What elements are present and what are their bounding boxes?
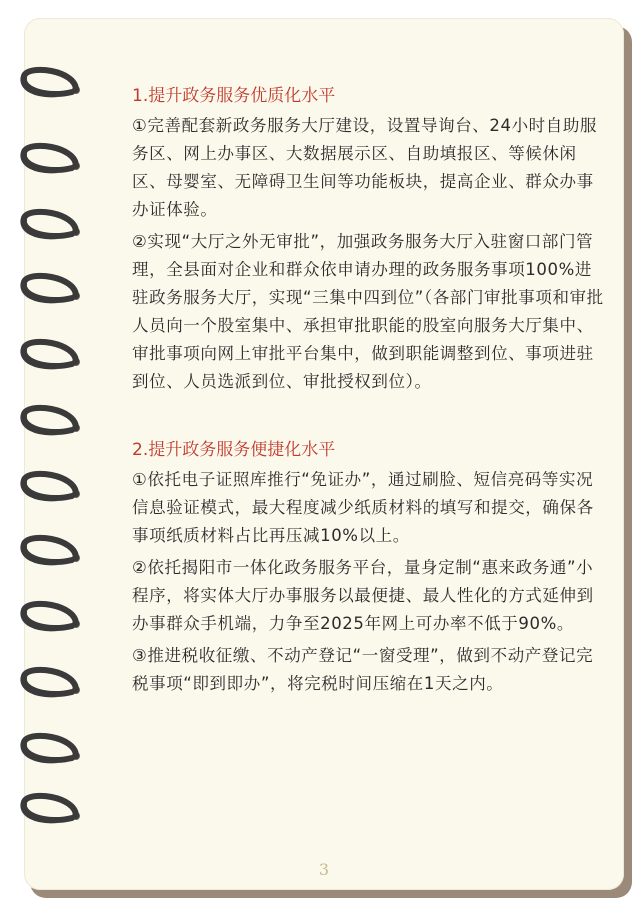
spiral-ring-icon bbox=[18, 596, 84, 636]
page-content bbox=[132, 82, 608, 702]
section-1-heading: 1.提升政务服务优质化水平 bbox=[132, 86, 336, 106]
spiral-ring-icon bbox=[18, 62, 84, 102]
section-gap bbox=[132, 400, 608, 436]
section-2-paragraph-2: ②依托揭阳市一体化政务服务平台，量身定制“惠来政务通”小程序，将实体大厅办事服务以最便捷、最人性化的方式延伸到办事群众手机端，力争至2025年网上可办率不低于90%。 bbox=[132, 558, 594, 633]
spiral-ring-icon bbox=[18, 466, 84, 506]
spiral-ring-icon bbox=[18, 400, 84, 440]
spiral-ring-icon bbox=[18, 788, 84, 828]
spiral-ring-icon bbox=[18, 662, 84, 702]
spiral-ring-icon bbox=[18, 728, 84, 768]
spiral-ring-icon bbox=[18, 204, 84, 244]
spiral-ring-icon bbox=[18, 530, 84, 570]
section-2-heading: 2.提升政务服务便捷化水平 bbox=[132, 440, 336, 460]
notebook-page bbox=[24, 18, 624, 890]
spiral-ring-icon bbox=[18, 334, 84, 374]
section-2-paragraph-3: ③推进税收征缴、不动产登记“一窗受理”，做到不动产登记完税事项“即到即办”，将完税时间压缩在1天之内。 bbox=[132, 646, 594, 693]
page-number: 3 bbox=[318, 860, 330, 879]
spiral-ring-icon bbox=[18, 268, 84, 308]
spiral-ring-icon bbox=[18, 138, 84, 178]
section-1-paragraph-1: ①完善配套新政务服务大厅建设，设置导询台、24小时自助服务区、网上办事区、大数据展示区、自助填报区、等候休闲区、母婴室、无障碍卫生间等功能板块，提高企业、群众办事办证体验。 bbox=[132, 116, 598, 219]
section-2-paragraph-1: ①依托电子证照库推行“免证办”，通过刷脸、短信亮码等实况信息验证模式，最大程度减少纸质材料的填写和提交，确保各事项纸质材料占比再压减10%以上。 bbox=[132, 470, 594, 545]
section-1-paragraph-2: ②实现“大厅之外无审批”，加强政务服务大厅入驻窗口部门管理，全县面对企业和群众依申请办理的政务服务事项100%进驻政务服务大厅，实现“三集中四到位”（各部门审批事项和审批人员向一个股室集中、承担审批职能的股室向服务大厅集中、审批事项向网上审批平台集中，做到职能调整到位、事项进驻到位、人员选派到位、审批授权到位）。 bbox=[132, 232, 604, 391]
